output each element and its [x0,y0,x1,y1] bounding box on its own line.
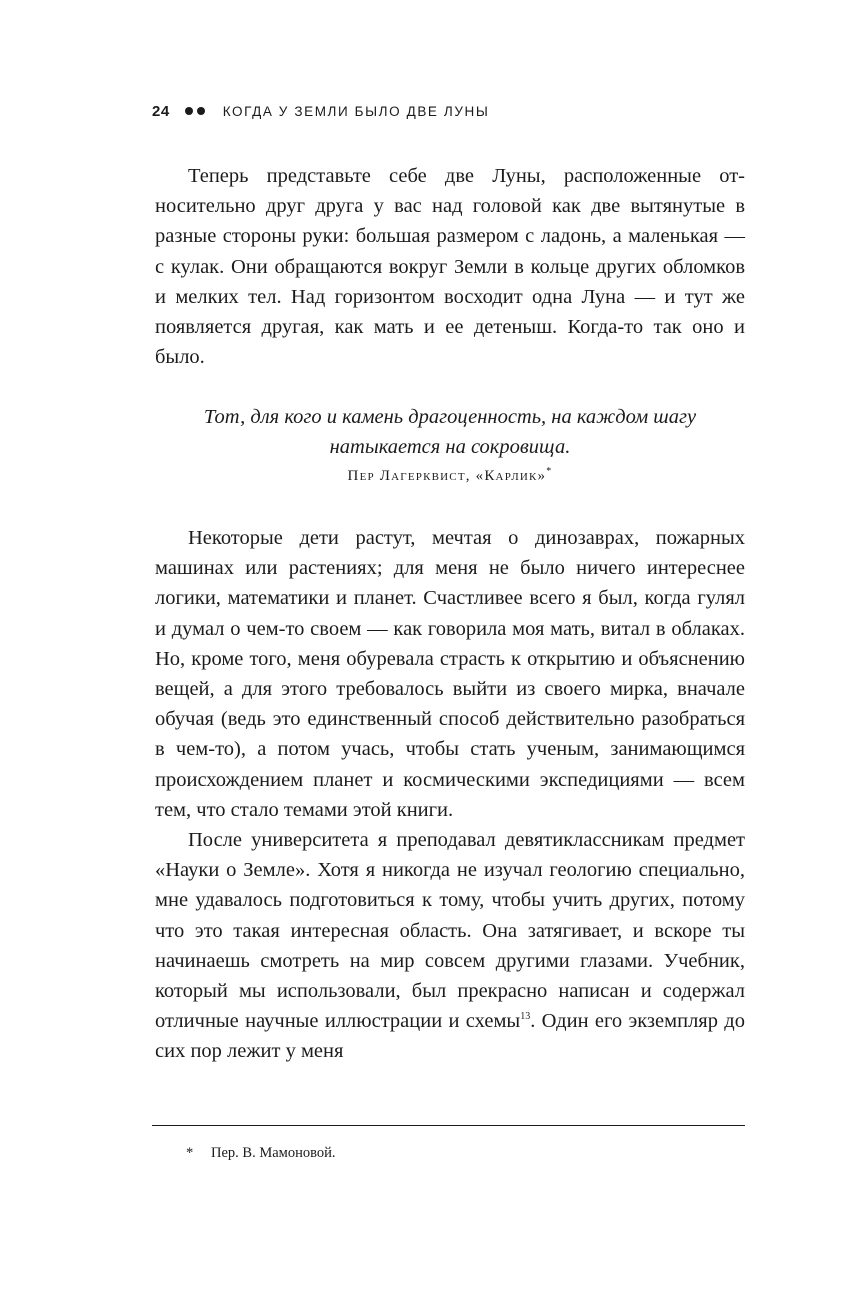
paragraph-2-tail: . Один его экземпляр до сих пор лежит у меня [155,1010,745,1063]
paragraph-2 [155,825,745,1067]
paragraph-1: Некоторые дети растут, мечтая о динозаврах, пожарных машинах или растениях; для меня не было ничего интереснее логики, математики и планет. Счастливее всего я был, когда гулял и думал о чем-то своем — как говорила моя мать, витал в облаках. Но, кроме того, меня обуревала страсть к открытию и объяснению вещей, а для этого требовалось выйти из своего мирка, вначале обучая (ведь это единственный способ действительно разобраться в чем-то), а потом учась, чтобы стать ученым, занимающимся происхождением планет и космическими экспедициями — всем тем, что стало темами этой книги. [155,527,745,821]
page-number: 24 [152,102,170,120]
intro-section [155,161,745,372]
epigraph-footnote-marker: * [546,466,553,477]
footnote-text: Пер. В. Мамоновой. [211,1145,336,1161]
running-header [152,101,489,121]
dot-icon [197,107,205,115]
footnote-divider [152,1125,745,1126]
epigraph-author [155,468,745,485]
main-text [155,523,745,1067]
running-title: КОГДА У ЗЕМЛИ БЫЛО ДВЕ ЛУНЫ [222,103,490,119]
epigraph-quote [155,402,745,462]
intro-paragraph: Теперь представьте себе две Луны, расположенные относительно друг друга у вас над головой как две вытянутые в разные стороны руки: большая размером с ладонь, а маленькая — с кулак. Они обращаются вокруг Земли в кольце других обломков и мелких тел. Над горизонтом восходит одна Луна — и тут же появляется другая, как мать и ее детеныш. Когда-то так оно и было. [155,165,745,369]
endnote-reference: 13 [520,1011,531,1023]
footnote [186,1143,335,1163]
footnote-marker: * [186,1145,194,1161]
separator-dots-icon [185,107,205,115]
paragraph-2-text: После университета я преподавал девятиклассникам предмет «Науки о Земле». Хотя я никогда не изучал геологию специально, мне удавалось подготовиться к тому, чтобы учить других, потому что это такая интересная область. Она затягивает, и вскоре ты начинаешь смотреть на мир совсем другими глазами. Учебник, который мы использовали, был прекрасно написан и содержал отличные научные иллюстрации и схемы [155,829,745,1033]
dot-icon [185,107,193,115]
epigraph-quote-line-1: Тот, для кого и камень драгоценность, на каждом шагу [203,406,697,428]
epigraph-quote-line-2: натыкается на сокровища. [329,436,571,458]
epigraph-author-name: Пер Лагерквист, «Карлик» [347,468,547,484]
epigraph [155,402,745,485]
